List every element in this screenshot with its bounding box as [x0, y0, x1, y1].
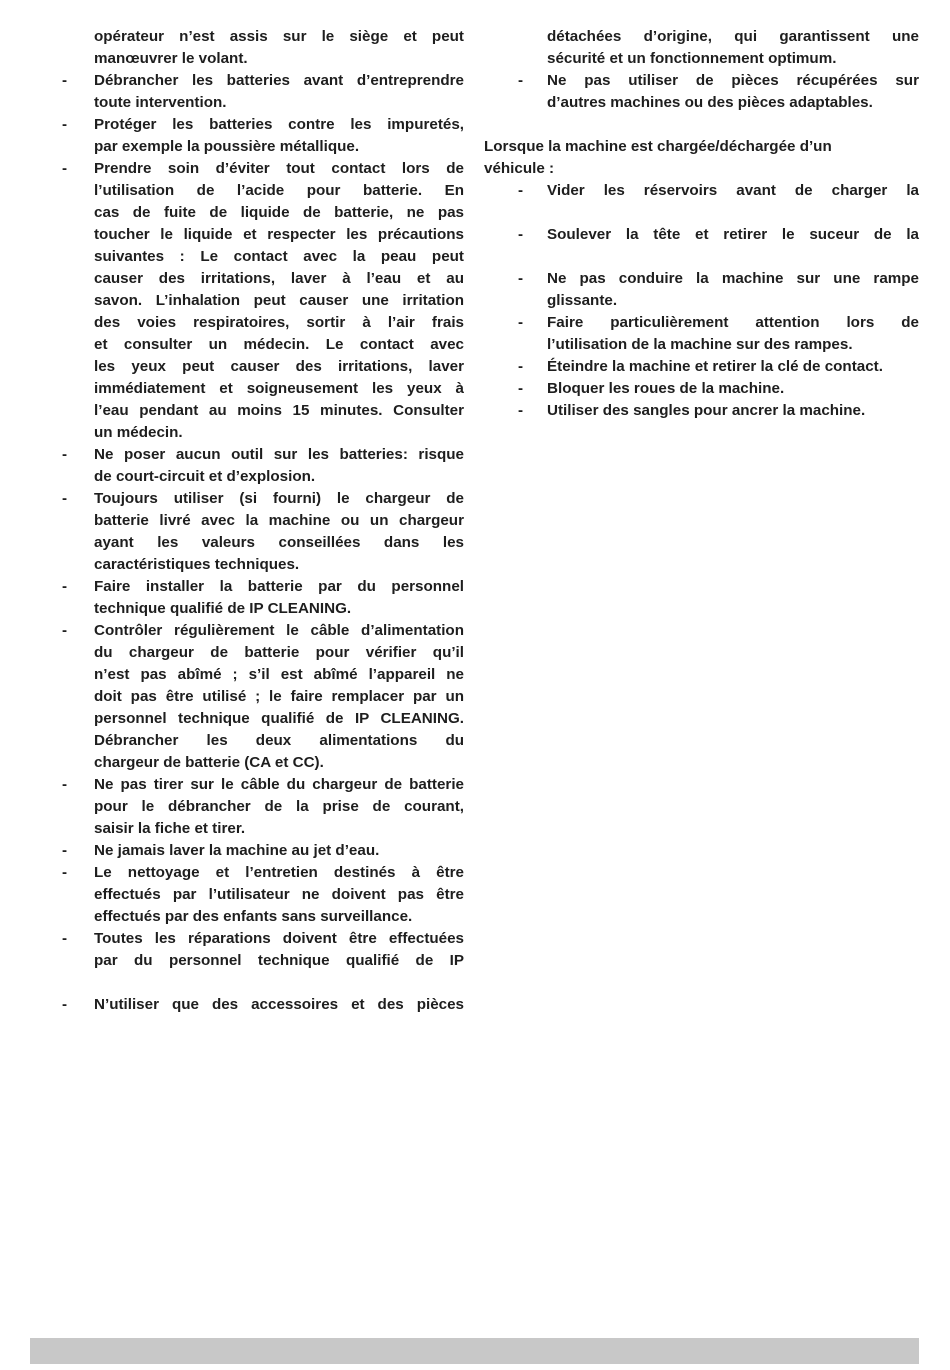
bullet-item-line — [484, 356, 919, 378]
line-text: les yeux peut causer des irritations, laver — [94, 358, 464, 375]
bullet-item-line — [62, 840, 464, 862]
bullet-dash: - — [518, 402, 524, 419]
bullet-dash: - — [62, 930, 68, 947]
text-line — [62, 554, 464, 576]
text-line — [62, 796, 464, 818]
line-text: Ne poser aucun outil sur les batteries: risque — [94, 446, 464, 463]
text-line — [484, 202, 919, 224]
text-line — [62, 708, 464, 730]
bullet-dash: - — [518, 314, 524, 331]
line-text: chargeur de batterie (CA et CC). — [94, 754, 324, 771]
right-text-column — [484, 26, 919, 422]
text-line — [62, 510, 464, 532]
text-line — [484, 290, 919, 312]
bullet-item-line — [484, 70, 919, 92]
text-line — [62, 378, 464, 400]
line-text: Utiliser des sangles pour ancrer la machine. — [547, 402, 866, 419]
bullet-item-line — [62, 620, 464, 642]
line-text: N’utiliser que des accessoires et des pièces — [94, 996, 464, 1013]
line-text: manœuvrer le volant. — [94, 50, 248, 67]
line-text: suivantes : Le contact avec la peau peut — [94, 248, 464, 265]
line-text: Ne pas utiliser de pièces récupérées sur — [547, 72, 919, 89]
text-line — [62, 48, 464, 70]
line-text: batterie livré avec la machine ou un chargeur — [94, 512, 464, 529]
bullet-dash: - — [62, 72, 68, 89]
bullet-dash: - — [62, 160, 68, 177]
line-text: l’eau pendant au moins 15 minutes. Consulter — [94, 402, 464, 419]
line-text: Contrôler régulièrement le câble d’alimentation — [94, 622, 464, 639]
line-text: de court-circuit et d’explosion. — [94, 468, 316, 485]
bullet-item-line — [62, 70, 464, 92]
bullet-item-line — [62, 444, 464, 466]
line-text: Vider les réservoirs avant de charger la — [547, 182, 919, 199]
bullet-item-line — [62, 862, 464, 884]
text-line — [484, 334, 919, 356]
line-text: un médecin. — [94, 424, 183, 441]
text-line — [62, 92, 464, 114]
text-line — [62, 356, 464, 378]
text-line — [62, 532, 464, 554]
bullet-dash: - — [518, 182, 524, 199]
line-text: glissante. — [547, 292, 618, 309]
text-line — [484, 48, 919, 70]
text-line — [62, 598, 464, 620]
bullet-item-line — [62, 114, 464, 136]
line-text: du chargeur de batterie pour vérifier qu’il — [94, 644, 464, 661]
line-text: Soulever la tête et retirer le suceur de la — [547, 226, 919, 243]
line-text: véhicule : — [484, 160, 555, 177]
text-line — [62, 334, 464, 356]
text-line — [62, 664, 464, 686]
line-text: Toujours utiliser (si fourni) le chargeur de — [94, 490, 464, 507]
text-line — [62, 972, 464, 994]
bullet-item-line — [62, 774, 464, 796]
bullet-item-line — [484, 400, 919, 422]
line-text: détachées d’origine, qui garantissent une — [547, 28, 919, 45]
bullet-item-line — [484, 312, 919, 334]
line-text: Le nettoyage et l’entretien destinés à être — [94, 864, 464, 881]
line-text: toucher le liquide et respecter les précautions — [94, 226, 464, 243]
line-text: et consulter un médecin. Le contact avec — [94, 336, 464, 353]
bullet-item-line — [484, 224, 919, 246]
line-text: personnel technique qualifié de IP CLEANING. — [94, 710, 464, 727]
bullet-dash: - — [62, 864, 68, 881]
text-line — [62, 422, 464, 444]
bullet-dash: - — [62, 842, 68, 859]
text-line — [62, 290, 464, 312]
text-line — [484, 114, 919, 136]
line-text: des voies respiratoires, sortir à l’air frais — [94, 314, 464, 331]
line-text: sécurité et un fonctionnement optimum. — [547, 50, 837, 67]
line-text: Lorsque la machine est chargée/déchargée d’un — [484, 138, 832, 155]
bullet-item-line — [62, 576, 464, 598]
text-line — [62, 202, 464, 224]
line-text: caractéristiques techniques. — [94, 556, 300, 573]
bullet-dash: - — [518, 270, 524, 287]
text-line — [62, 312, 464, 334]
line-text: causer des irritations, laver à l’eau et au — [94, 270, 464, 287]
line-text: par du personnel technique qualifié de IP — [94, 952, 464, 969]
text-line — [62, 730, 464, 752]
line-text: par exemple la poussière métallique. — [94, 138, 360, 155]
text-line — [62, 950, 464, 972]
bullet-item-line — [62, 994, 464, 1016]
bullet-dash: - — [518, 226, 524, 243]
line-text: pour le débrancher de la prise de courant, — [94, 798, 464, 815]
line-text: saisir la fiche et tirer. — [94, 820, 246, 837]
bullet-item-line — [484, 268, 919, 290]
line-text: Faire particulièrement attention lors de — [547, 314, 919, 331]
line-text: Toutes les réparations doivent être effectuées — [94, 930, 464, 947]
line-text: l’utilisation de la machine sur des rampes. — [547, 336, 853, 353]
line-text: l’utilisation de l’acide pour batterie. En — [94, 182, 464, 199]
text-line — [62, 180, 464, 202]
text-line — [62, 466, 464, 488]
line-text: Faire installer la batterie par du personnel — [94, 578, 464, 595]
line-text: Ne pas conduire la machine sur une rampe — [547, 270, 919, 287]
bullet-item-line — [484, 180, 919, 202]
bullet-dash: - — [62, 776, 68, 793]
line-text: effectués par l’utilisateur ne doivent pas être — [94, 886, 464, 903]
text-line — [62, 136, 464, 158]
text-line — [484, 26, 919, 48]
text-line — [62, 752, 464, 774]
bullet-item-line — [484, 378, 919, 400]
line-text: Ne jamais laver la machine au jet d’eau. — [94, 842, 380, 859]
line-text: Protéger les batteries contre les impuretés, — [94, 116, 464, 133]
text-line — [62, 884, 464, 906]
line-text: toute intervention. — [94, 94, 227, 111]
text-line — [484, 246, 919, 268]
bullet-dash: - — [518, 380, 524, 397]
line-text: doit pas être utilisé ; le faire remplacer par un — [94, 688, 464, 705]
line-text: technique qualifié de IP CLEANING. — [94, 600, 352, 617]
bullet-item-line — [62, 488, 464, 510]
line-text: opérateur n’est assis sur le siège et peut — [94, 28, 464, 45]
line-text: Bloquer les roues de la machine. — [547, 380, 785, 397]
text-line — [62, 906, 464, 928]
text-line — [484, 92, 919, 114]
text-line — [62, 642, 464, 664]
line-text: Éteindre la machine et retirer la clé de contact. — [547, 358, 883, 375]
bullet-item-line — [62, 928, 464, 950]
bullet-dash: - — [62, 996, 68, 1013]
line-text: Débrancher les deux alimentations du — [94, 732, 464, 749]
bullet-dash: - — [62, 578, 68, 595]
line-text: cas de fuite de liquide de batterie, ne pas — [94, 204, 464, 221]
bullet-dash: - — [62, 116, 68, 133]
line-text: ayant les valeurs conseillées dans les — [94, 534, 464, 551]
footer-bar — [30, 1338, 919, 1364]
line-text: d’autres machines ou des pièces adaptables. — [547, 94, 873, 111]
text-line — [62, 818, 464, 840]
bullet-dash: - — [518, 72, 524, 89]
text-line — [62, 224, 464, 246]
line-text: Débrancher les batteries avant d’entreprendre — [94, 72, 464, 89]
text-line — [484, 158, 919, 180]
bullet-dash: - — [518, 358, 524, 375]
bullet-dash: - — [62, 446, 68, 463]
text-line — [62, 268, 464, 290]
line-text: Prendre soin d’éviter tout contact lors de — [94, 160, 464, 177]
line-text: Ne pas tirer sur le câble du chargeur de batterie — [94, 776, 464, 793]
text-line — [62, 246, 464, 268]
text-line — [62, 686, 464, 708]
line-text: effectués par des enfants sans surveillance. — [94, 908, 413, 925]
text-line — [484, 136, 919, 158]
bullet-dash: - — [62, 622, 68, 639]
line-text: savon. L’inhalation peut causer une irritation — [94, 292, 464, 309]
text-line — [62, 400, 464, 422]
bullet-dash: - — [62, 490, 68, 507]
bullet-item-line — [62, 158, 464, 180]
line-text: immédiatement et soigneusement les yeux à — [94, 380, 464, 397]
left-text-column — [62, 26, 464, 1016]
line-text: n’est pas abîmé ; s’il est abîmé l’appareil ne — [94, 666, 464, 683]
text-line — [62, 26, 464, 48]
